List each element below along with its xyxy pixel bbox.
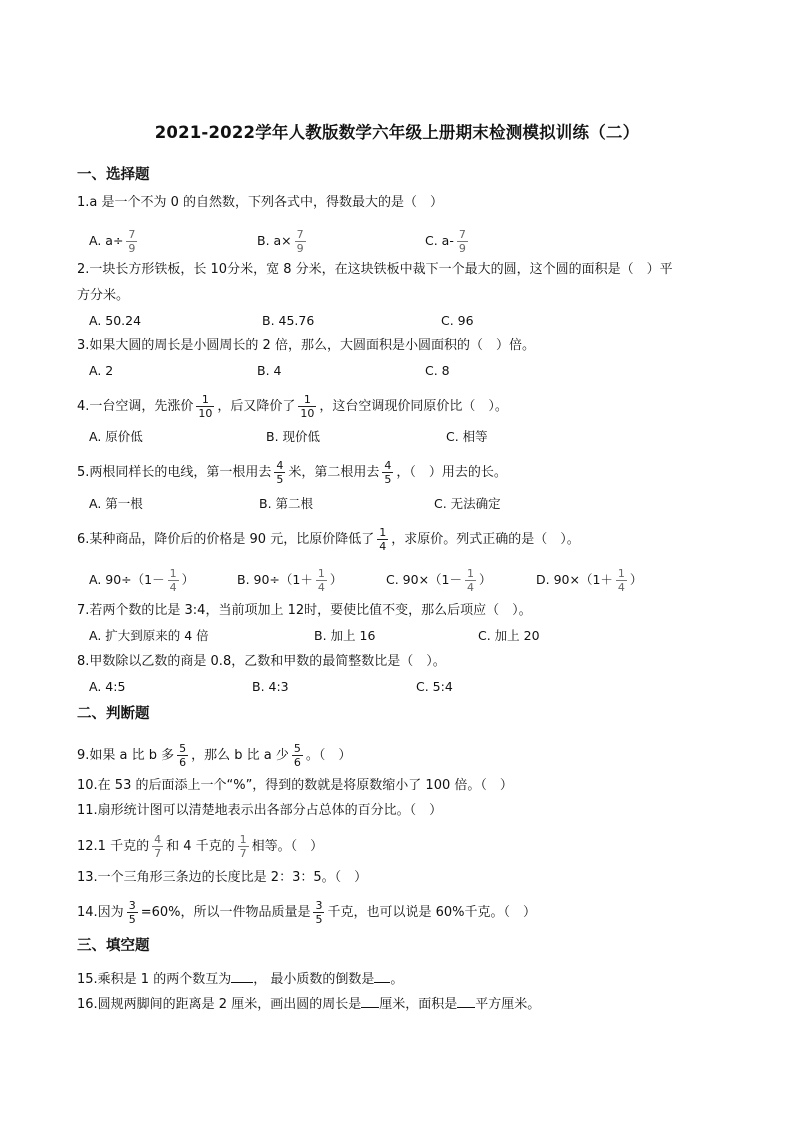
question-9: 9.如果 a 比 b 多 $\frac{5}{6}$ ，那么 b 比 a 少 $\frac{5}{6}$ 。（ ） xyxy=(77,742,352,769)
option-label: B. a× xyxy=(257,233,292,248)
q5-option-a: A. 第一根 xyxy=(89,496,143,511)
q8-option-a: A. 4:5 xyxy=(89,679,126,694)
option-label: C. a- xyxy=(425,233,454,248)
q7-option-c: C. 加上 20 xyxy=(478,628,540,643)
question-13: 13.一个三角形三条边的长度比是 2：3：5。（ ） xyxy=(77,870,368,885)
answer-blank[interactable] xyxy=(374,969,390,983)
question-10: 10.在 53 的后面添上一个“%”，得到的数就是将原数缩小了 100 倍。（ ） xyxy=(77,778,513,793)
q7-option-a: A. 扩大到原来的 4 倍 xyxy=(89,628,209,643)
q3-option-b: B. 4 xyxy=(257,363,282,378)
question-6: 6.某种商品，降价后的价格是 90 元，比原价降低了 $\frac{1}{4}$ ，求原价。列式正确的是（ ）。 xyxy=(77,526,580,553)
question-14: 14.因为 $\frac{3}{5}$ =60%，所以一件物品质量是 $\frac{3}{5}$ 千克，也可以说是 60%千克。（ ） xyxy=(77,899,537,926)
question-15: 15.乘积是 1 的两个数互为 ， 最小质数的倒数是 。 xyxy=(77,969,403,990)
fraction: $\frac{1}{10}$ xyxy=(198,393,213,420)
fraction: $\frac{5}{6}$ xyxy=(293,742,301,769)
q3-option-c: C. 8 xyxy=(425,363,450,378)
answer-blank[interactable] xyxy=(457,994,475,1008)
fraction: $\frac{7}{9}$ xyxy=(296,228,304,255)
q2-option-a: A. 50.24 xyxy=(89,313,142,328)
fraction: $\frac{1}{4}$ xyxy=(467,567,475,594)
fraction: $\frac{7}{9}$ xyxy=(128,228,136,255)
q6-option-d: D. 90×（1＋ $\frac{1}{4}$ ） xyxy=(536,567,643,594)
q2-option-b: B. 45.76 xyxy=(262,313,315,328)
q6-option-b: B. 90÷（1＋ $\frac{1}{4}$ ） xyxy=(237,567,343,594)
fraction: $\frac{1}{4}$ xyxy=(379,526,387,553)
fraction: $\frac{5}{6}$ xyxy=(179,742,187,769)
question-11: 11.扇形统计图可以清楚地表示出各部分占总体的百分比。（ ） xyxy=(77,803,443,818)
q7-option-b: B. 加上 16 xyxy=(314,628,376,643)
q1-option-a xyxy=(89,228,140,255)
answer-blank[interactable] xyxy=(361,994,379,1008)
question-2-line-2: 方分米。 xyxy=(77,288,130,303)
fraction: $\frac{3}{5}$ xyxy=(315,899,323,926)
fraction: $\frac{1}{4}$ xyxy=(317,567,325,594)
question-4: 4.一台空调，先涨价 $\frac{1}{10}$ ，后又降价了 $\frac{1}{10}$ ，这台空调现价同原价比（ ）。 xyxy=(77,393,508,420)
q4-option-a: A. 原价低 xyxy=(89,429,143,444)
question-12: 12.1 千克的 $\frac{4}{7}$ 和 4 千克的 $\frac{1}{7}$ 相等。（ ） xyxy=(77,833,324,860)
q3-option-a: A. 2 xyxy=(89,363,114,378)
question-7: 7.若两个数的比是 3:4，当前项加上 12时，要使比值不变，那么后项应（ ）。 xyxy=(77,603,532,618)
question-8: 8.甲数除以乙数的商是 0.8，乙数和甲数的最简整数比是（ ）。 xyxy=(77,654,446,669)
fraction: $\frac{4}{5}$ xyxy=(276,459,284,486)
q1-option-c xyxy=(425,228,471,255)
q6-option-c: C. 90×（1－ $\frac{1}{4}$ ） xyxy=(386,567,492,594)
fraction: $\frac{3}{5}$ xyxy=(128,899,136,926)
q1-option-b xyxy=(257,228,309,255)
section-heading-judge: 二、判断题 xyxy=(77,706,150,722)
q8-option-c: C. 5:4 xyxy=(416,679,453,694)
question-2-line-1: 2.一块长方形铁板，长 10分米，宽 8 分米，在这块铁板中裁下一个最大的圆，这个圆的面积是（ ）平 xyxy=(77,262,673,277)
question-1: 1.a 是一个不为 0 的自然数，下列各式中，得数最大的是（ ） xyxy=(77,195,444,210)
fraction: $\frac{4}{7}$ xyxy=(154,833,162,860)
q4-option-c: C. 相等 xyxy=(446,429,488,444)
q4-option-b: B. 现价低 xyxy=(266,429,321,444)
fraction: $\frac{7}{9}$ xyxy=(458,228,466,255)
q8-option-b: B. 4:3 xyxy=(252,679,289,694)
q5-option-c: C. 无法确定 xyxy=(434,496,501,511)
fraction: $\frac{4}{5}$ xyxy=(384,459,392,486)
q6-option-a: A. 90÷（1－ $\frac{1}{4}$ ） xyxy=(89,567,195,594)
q2-option-c: C. 96 xyxy=(441,313,474,328)
question-3: 3.如果大圆的周长是小圆周长的 2 倍，那么，大圆面积是小圆面积的（ ）倍。 xyxy=(77,338,535,353)
question-5: 5.两根同样长的电线，第一根用去 $\frac{4}{5}$ 米，第二根用去 $\frac{4}{5}$ ，（ ）用去的长。 xyxy=(77,459,507,486)
fraction: $\frac{1}{4}$ xyxy=(169,567,177,594)
option-label: A. a÷ xyxy=(89,233,124,248)
section-heading-choice: 一、选择题 xyxy=(77,167,150,183)
page-title: 2021-2022学年人教版数学六年级上册期末检测模拟训练（二） xyxy=(154,123,640,142)
fraction: $\frac{1}{10}$ xyxy=(300,393,315,420)
question-16: 16.圆规两脚间的距离是 2 厘米，画出圆的周长是 厘米，面积是 平方厘米。 xyxy=(77,994,540,1015)
answer-blank[interactable] xyxy=(231,969,253,983)
section-heading-fill: 三、填空题 xyxy=(77,938,150,954)
q5-option-b: B. 第二根 xyxy=(259,496,314,511)
fraction: $\frac{1}{4}$ xyxy=(617,567,625,594)
fraction: $\frac{1}{7}$ xyxy=(239,833,247,860)
